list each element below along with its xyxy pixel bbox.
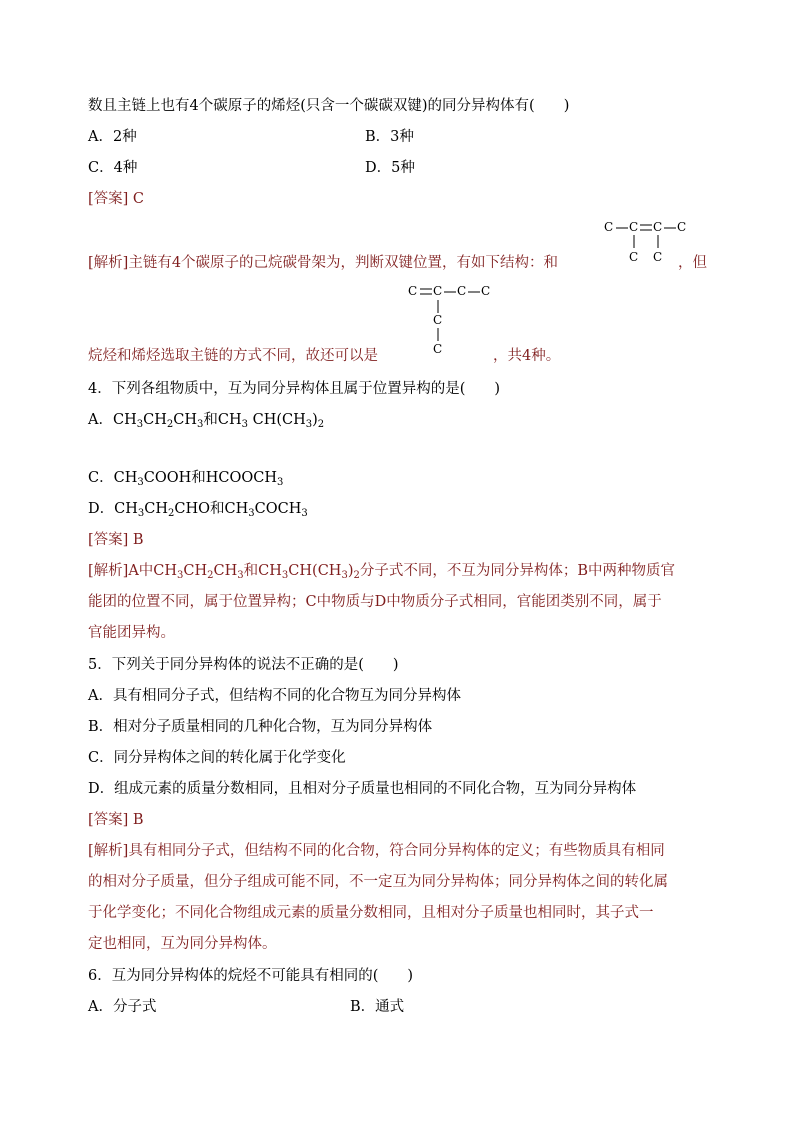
q3-option-b: B．3种 (365, 129, 414, 145)
formula: $CH_3$ $CH(CH_3)_2$ (217, 412, 325, 430)
explanation-5-line-4: 定也相同，互为同分异构体。 (88, 936, 277, 952)
q3-options-row-1 (88, 127, 414, 147)
q3-option-c: C．4种 (88, 160, 138, 176)
conjunction: 和 (191, 470, 206, 486)
explanation-4-line-2: 能团的位置不同，属于位置异构；C中物质与D中物质分子式相同，官能团类别不同，属于 (88, 594, 662, 610)
answer-4: [答案] B (88, 532, 144, 548)
formula: $CH_3CH_2CHO$ (114, 501, 211, 519)
q4-option-d (88, 499, 308, 519)
explanation-3-line-2 (88, 346, 561, 366)
conjunction: 和 (243, 563, 259, 579)
explanation-5-line-2: 的相对分子质量，但分子组成可能不同，不一定互为同分异构体；同分异构体之间的转化属 (88, 874, 668, 890)
atom-c: C (481, 284, 491, 298)
q3-options-row-2 (88, 158, 415, 178)
explanation-4-line-1 (88, 561, 675, 581)
question-3-stem-continued: 数且主链上也有4个碳原子的烯烃(只含一个碳碳双键)的同分异构体有( ) (88, 98, 570, 114)
atom-c: C (433, 313, 443, 327)
option-label: A． (88, 412, 113, 428)
atom-c: C (653, 220, 663, 234)
q6-options-row-1 (88, 997, 405, 1017)
conjunction: 和 (210, 501, 225, 517)
atom-c: C (677, 220, 687, 234)
answer-5: [答案] B (88, 812, 144, 828)
question-6-stem: 6．互为同分异构体的烷烃不可能具有相同的( ) (88, 968, 414, 984)
formula: $HCOOCH_3$ (205, 470, 284, 488)
explanation-3-text-tail: ，共4种。 (493, 348, 561, 364)
atom-c: C (433, 342, 443, 356)
question-4-stem: 4．下列各组物质中，互为同分异构体且属于位置异构的是( ) (88, 381, 501, 397)
formula: $CH_3CH_2CH_3$ (153, 563, 244, 581)
question-5-stem: 5．下列关于同分异构体的说法不正确的是( ) (88, 657, 399, 673)
option-label: C． (88, 470, 114, 486)
atom-c: C (457, 284, 467, 298)
q5-option-c: C．同分异构体之间的转化属于化学变化 (88, 750, 346, 766)
q3-option-a: A．2种 (88, 129, 137, 145)
q5-option-d: D．组成元素的质量分数相同，且相对分子质量也相同的不同化合物，互为同分异构体 (88, 781, 637, 797)
conjunction: 和 (203, 412, 218, 428)
explanation-text: [解析]A中 (88, 563, 154, 579)
atom-c: C (408, 284, 418, 298)
q3-option-d: D．5种 (365, 160, 415, 176)
explanation-3-text: [解析]主链有4个碳原子的己烷碳骨架为，判断双键位置，有如下结构：和 (88, 255, 559, 271)
explanation-4-line-3: 官能团异构。 (88, 625, 175, 641)
option-label: D． (88, 501, 115, 517)
q4-option-a (88, 410, 324, 430)
explanation-3-text-tail: ，但 (678, 255, 707, 271)
explanation-3-line-1 (88, 253, 707, 273)
q5-option-a: A．具有相同分子式，但结构不同的化合物互为同分异构体 (88, 688, 461, 704)
q5-option-b: B．相对分子质量相同的几种化合物，互为同分异构体 (88, 719, 433, 735)
formula: $CH_3CH_2CH_3$ (112, 412, 204, 430)
q4-option-c (88, 468, 283, 488)
formula: $CH_3COOH$ (113, 470, 192, 488)
q6-option-b: B．通式 (350, 999, 405, 1015)
formula: $CH_3CH(CH_3)_2$ (258, 563, 360, 581)
formula: $CH_3COCH_3$ (224, 501, 308, 519)
atom-c: C (629, 250, 639, 264)
explanation-5-line-3: 于化学变化；不同化合物组成元素的质量分数相同，且相对分子质量也相同时，其子式一 (88, 905, 654, 921)
atom-c: C (629, 220, 639, 234)
atom-c: C (604, 220, 614, 234)
q6-option-a: A．分子式 (88, 999, 157, 1015)
explanation-5-line-1: [解析]具有相同分子式，但结构不同的化合物，符合同分异构体的定义；有些物质具有相同 (88, 843, 665, 859)
atom-c: C (433, 284, 443, 298)
atom-c: C (653, 250, 663, 264)
explanation-text: 分子式不同，不互为同分异构体；B中两种物质官 (359, 563, 676, 579)
explanation-3-text: 烷烃和烯烃选取主链的方式不同，故还可以是 (88, 348, 378, 364)
answer-3: [答案] C (88, 191, 145, 207)
